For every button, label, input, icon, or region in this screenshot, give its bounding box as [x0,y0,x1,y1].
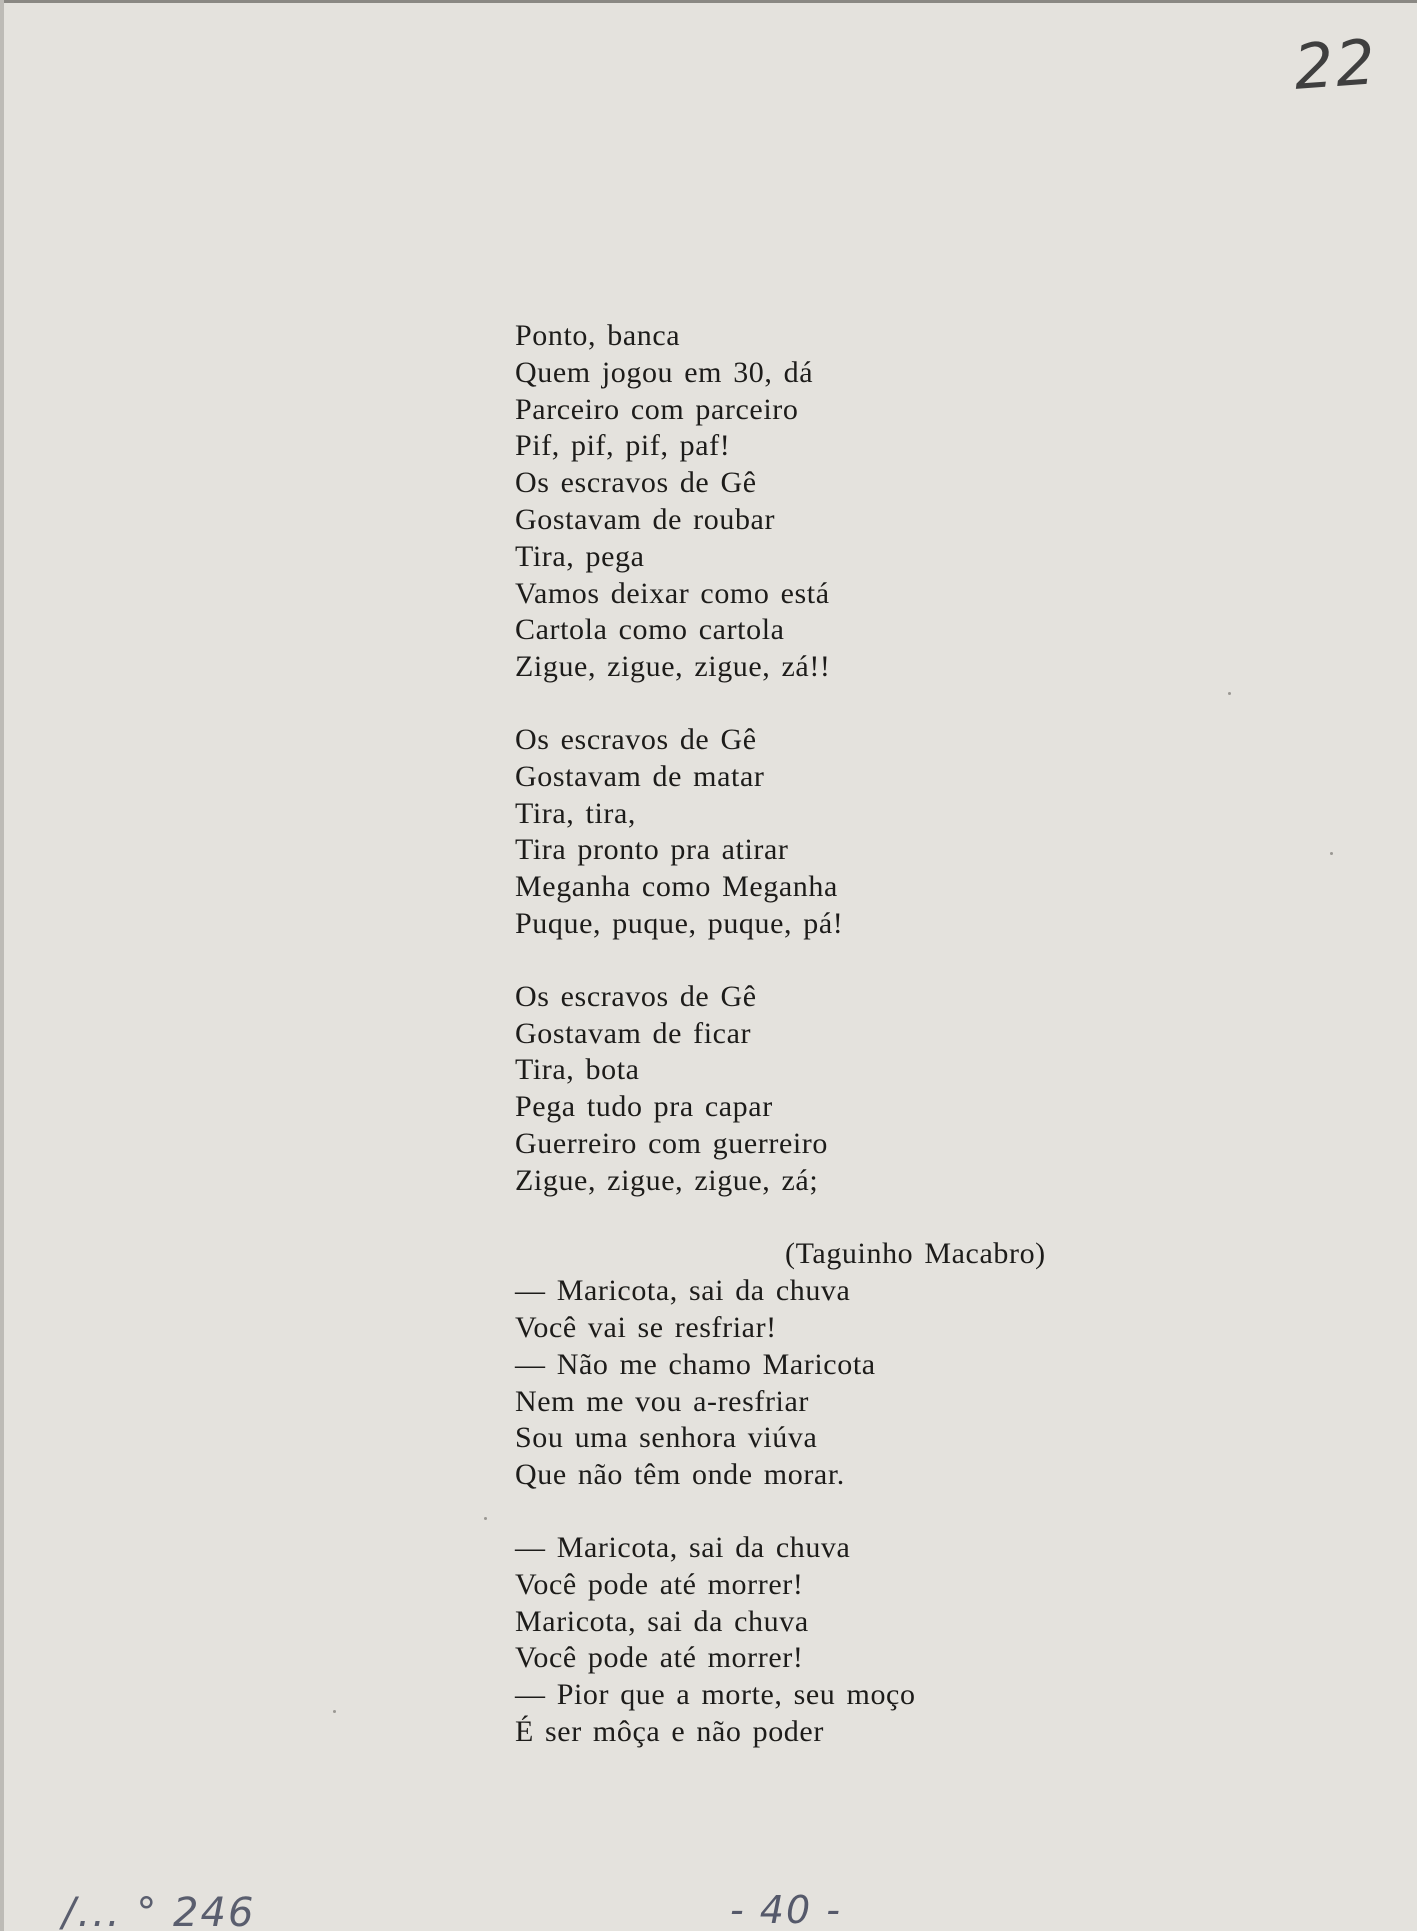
poem-line-spacer [515,1200,1155,1237]
poem-attribution: (Taguinho Macabro) [785,1237,1046,1271]
paper-speck [1330,852,1333,855]
poem-line: Gostavam de roubar [515,502,776,536]
poem-line: — Maricota, sai da chuva [515,1274,851,1308]
poem-line: Os escravos de Gê [515,979,757,1013]
paper-speck [333,1710,336,1713]
poem-line: Zigue, zigue, zigue, zá!! [515,650,831,684]
poem-line: Parceiro com parceiro [515,392,799,426]
page-top-edge [0,0,1417,3]
poem-line: Você vai se resfriar! [515,1310,777,1344]
poem-line: Os escravos de Gê [515,466,757,500]
poem-line: Tira pronto pra atirar [515,833,789,867]
poem-line: Guerreiro com guerreiro [515,1126,828,1160]
poem-line: Sou uma senhora viúva [515,1421,818,1455]
stanza-2 [515,722,1155,943]
handwritten-footer-page: - 40 - [730,1888,842,1931]
poem-line: Cartola como cartola [515,613,785,647]
poem-line: Nem me vou a-resfriar [515,1384,809,1418]
poem-line: É ser môça e não poder [515,1714,824,1748]
stanza-5 [515,1530,1155,1751]
poem-line: Quem jogou em 30, dá [515,355,814,389]
poem-line: Pega tudo pra capar [515,1090,773,1124]
handwritten-reference-note: /... ° 246 [62,1890,256,1931]
poem-line: Você pode até morrer! [515,1641,804,1675]
poem-line: Puque, puque, puque, pá! [515,906,844,940]
poem-line: Que não têm onde morar. [515,1458,845,1492]
poem-line: Gostavam de ficar [515,1016,752,1050]
poem-line: — Pior que a morte, seu moço [515,1678,916,1712]
poem-line: — Não me chamo Maricota [515,1347,876,1381]
stanza-3 [515,979,1155,1273]
paper-speck [484,1517,487,1520]
poem-line: Meganha como Meganha [515,870,838,904]
page-left-edge [0,0,4,1931]
poem-line: Os escravos de Gê [515,722,757,756]
poem-line: Você pode até morrer! [515,1567,804,1601]
poem-line: Tira, pega [515,539,645,573]
poem-line: Vamos deixar como está [515,576,830,610]
stanza-1 [515,318,1155,686]
poem-line: Maricota, sai da chuva [515,1604,809,1638]
poem-line: Pif, pif, pif, paf! [515,429,731,463]
poem-line: Tira, bota [515,1053,640,1087]
poem-line: Zigue, zigue, zigue, zá; [515,1163,819,1197]
poem-line: Tira, tira, [515,796,636,830]
poem-text [515,318,1155,1787]
poem-line: Gostavam de matar [515,759,765,793]
poem-line: — Maricota, sai da chuva [515,1530,851,1564]
poem-line: Ponto, banca [515,319,681,352]
paper-speck [1228,692,1231,695]
handwritten-page-number: 22 [1291,25,1380,104]
stanza-4 [515,1273,1155,1494]
